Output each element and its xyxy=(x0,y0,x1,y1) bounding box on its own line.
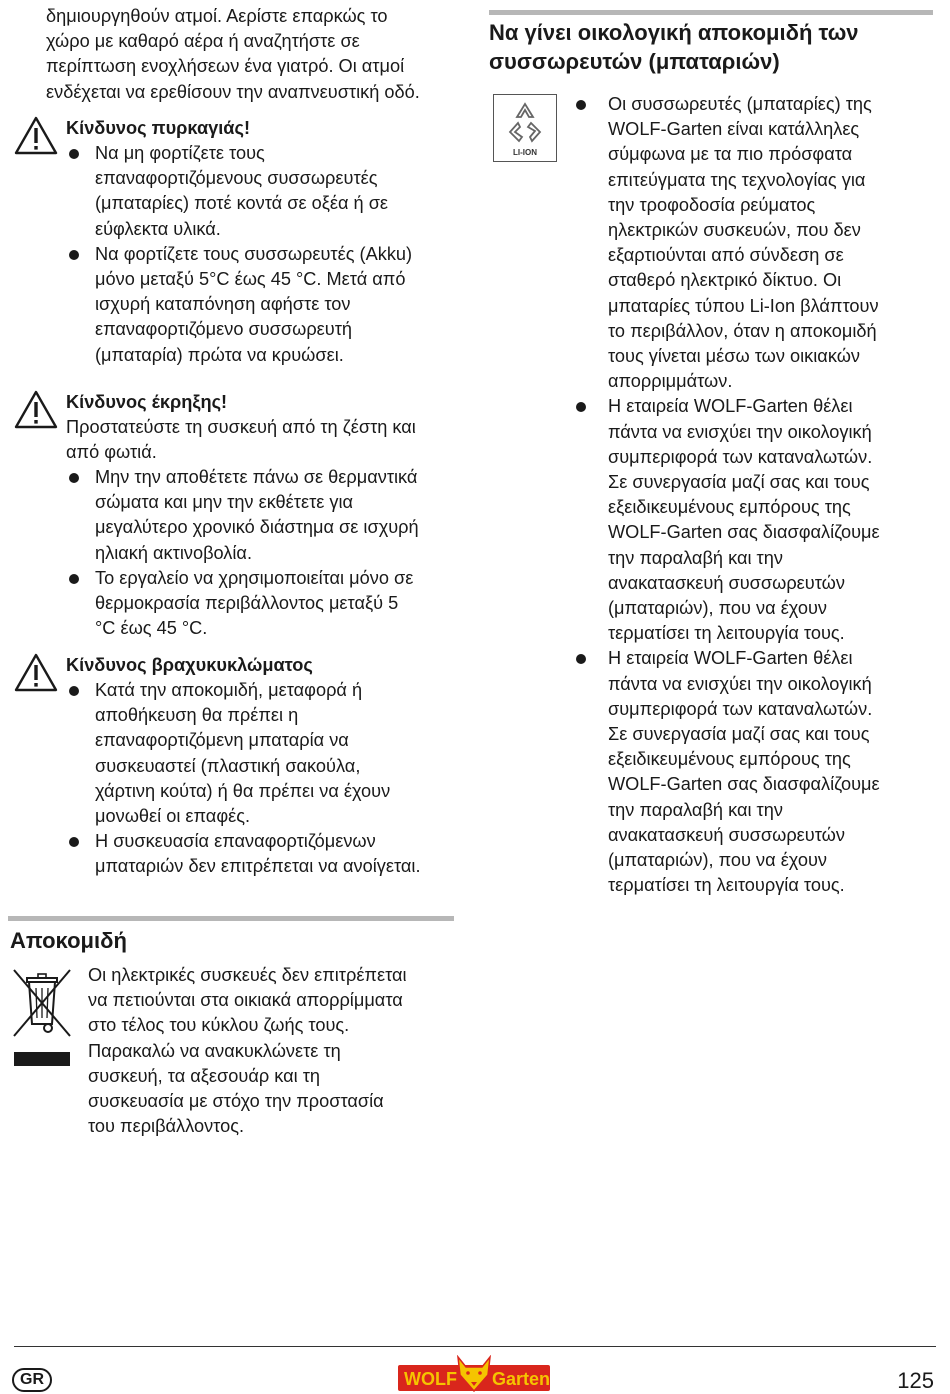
list-item-line: τερματίσει τη λειτουργία τους. xyxy=(608,875,845,896)
list-item-line: σταθερό ηλεκτρικό δίκτυο. Οι xyxy=(608,270,842,291)
disposal-heading: Αποκομιδή xyxy=(10,928,127,953)
heading-line: συσσωρευτών (μπαταριών) xyxy=(489,49,780,74)
list-item xyxy=(66,678,460,829)
list-item-line: εξαρτιούνται από σύνδεση σε xyxy=(608,245,844,266)
list-item-line: εξειδικευμένους εμπόρους της xyxy=(608,497,851,518)
list-item-line: ανακατασκευή συσσωρευτών xyxy=(608,824,845,845)
page-number: 125 xyxy=(897,1368,934,1393)
list-item-line: τους γίνεται μέσω των οικιακών xyxy=(608,346,860,367)
list-item-line: εύφλεκτα υλικά. xyxy=(95,218,221,239)
text-line: του περιβάλλοντος. xyxy=(88,1116,245,1137)
list-item-line: μπαταρίες τύπου Li-Ion βλάπτουν xyxy=(608,295,879,316)
intro-line: δημιουργηθούν ατμοί. Αερίστε επαρκώς το xyxy=(46,6,388,26)
list-item-line: το περιβάλλον, όταν η αποκομιδή xyxy=(608,320,877,341)
short-circuit-warning-list xyxy=(66,678,460,880)
text-line: συσκευή, τα αξεσουάρ και τη xyxy=(88,1065,321,1086)
list-item-line: ισχυρή καταπόνηση αφήστε τον xyxy=(95,294,351,315)
text-line: Παρακαλώ να ανακυκλώνετε τη xyxy=(88,1040,341,1061)
explosion-warning-text xyxy=(66,415,460,465)
list-item-line: σύμφωνα με τα πιο πρόσφατα xyxy=(608,144,853,165)
list-item-line: θερμοκρασία περιβάλλοντος μεταξύ 5 xyxy=(95,593,399,614)
list-item-line: μόνο μεταξύ 5°C έως 45 °C. Μετά από xyxy=(95,269,406,290)
intro-line: περίπτωση ενοχλήσεων ένα γιατρό. Οι ατμοί xyxy=(46,56,405,77)
intro-paragraph xyxy=(46,4,460,105)
list-item-line: χάρτινη κούτα) ή θα πρέπει να έχουν xyxy=(95,780,391,801)
list-item-line: τερματίσει τη λειτουργία τους. xyxy=(608,623,845,644)
list-item-line: Το εργαλείο να χρησιμοποιείται μόνο σε xyxy=(95,567,414,588)
list-item xyxy=(66,242,460,368)
battery-disposal-list xyxy=(573,92,935,899)
text-line: συσκευασία με στόχο την προστασία xyxy=(88,1091,384,1112)
warning-triangle-icon xyxy=(14,116,58,156)
fire-warning-heading: Κίνδυνος πυρκαγιάς! xyxy=(66,118,250,138)
list-item-line: την τροφοδοσία ρεύματος xyxy=(608,194,816,215)
list-item-line: μονωθεί οι επαφές. xyxy=(95,806,251,827)
recycle-icon xyxy=(502,99,548,145)
text-line: Προστατεύστε τη συσκευή από τη ζέστη και xyxy=(66,417,416,437)
list-item-line: επιτεύγματα της τεχνολογίας για xyxy=(608,169,866,190)
list-item-line: ηλεκτρικών συσκευών, που δεν xyxy=(608,220,861,241)
list-item-line: (μπαταρία) πρώτα να κρυώσει. xyxy=(95,344,344,365)
list-item-line: (μπαταριών), που να έχουν xyxy=(608,598,828,619)
list-item-line: WOLF-Garten είναι κατάλληλες xyxy=(608,119,860,140)
list-item-line: Μην την αποθέτετε πάνω σε θερμαντικά xyxy=(95,467,418,487)
list-item-line: Σε συνεργασία μαζί σας και τους xyxy=(608,724,870,745)
list-item-line: επαναφορτιζόμενους συσσωρευτές xyxy=(95,168,378,189)
list-item-line: επαναφορτιζόμενο συσσωρευτή xyxy=(95,319,353,340)
text-line: Οι ηλεκτρικές συσκευές δεν επιτρέπεται xyxy=(88,965,407,985)
list-item-line: Η συσκευασία επαναφορτιζόμενων xyxy=(95,831,376,852)
list-item xyxy=(573,646,935,898)
list-item-line: ανακατασκευή συσσωρευτών xyxy=(608,572,845,593)
list-item-line: πάντα να ενισχύει την οικολογική xyxy=(608,673,872,694)
list-item-line: απορριμμάτων. xyxy=(608,371,733,392)
list-item-line: (μπαταρίες) ποτέ κοντά σε οξέα ή σε xyxy=(95,193,389,214)
logo-text-right: Garten xyxy=(492,1369,551,1389)
list-item-line: (μπαταριών), που να έχουν xyxy=(608,850,828,871)
list-item-line: επαναφορτιζόμενη μπαταρία να xyxy=(95,730,349,751)
list-item-line: αποθήκευση θα πρέπει η xyxy=(95,705,299,726)
text-line: να πετιούνται στα οικιακά απορρίμματα xyxy=(88,990,403,1011)
crossed-out-bin-icon xyxy=(10,966,74,1068)
text-line: από φωτιά. xyxy=(66,442,157,463)
list-item-line: συμπεριφορά των καταναλωτών. xyxy=(608,446,873,467)
text-line: στο τέλος του κύκλου ζωής τους. xyxy=(88,1015,350,1036)
list-item xyxy=(66,465,460,566)
footer-rule xyxy=(14,1346,936,1347)
list-item xyxy=(573,394,935,646)
list-item-line: σώματα και μην την εκθέτετε για xyxy=(95,492,354,513)
list-item-line: Κατά την αποκομιδή, μεταφορά ή xyxy=(95,680,363,700)
short-circuit-warning-heading: Κίνδυνος βραχυκυκλώματος xyxy=(66,655,313,675)
list-item xyxy=(573,92,935,394)
list-item-line: Να φορτίζετε τους συσσωρευτές (Akku) xyxy=(95,243,413,264)
list-item-line: συσκευαστεί (πλαστική σακούλα, xyxy=(95,755,361,776)
li-ion-recycle-badge xyxy=(493,94,557,162)
disposal-paragraph xyxy=(88,963,460,1139)
battery-disposal-heading xyxy=(489,18,935,76)
list-item xyxy=(66,566,460,642)
list-item-line: εξειδικευμένους εμπόρους της xyxy=(608,749,851,770)
list-item xyxy=(66,829,460,879)
fire-warning-list xyxy=(66,141,460,368)
intro-line: ενδέχεται να ερεθίσουν την αναπνευστική οδό. xyxy=(46,81,420,102)
list-item-line: μεγαλύτερο χρονικό διάστημα σε ισχυρή xyxy=(95,517,419,538)
list-item-line: Να μη φορτίζετε τους xyxy=(95,143,265,163)
list-item-line: ηλιακή ακτινοβολία. xyxy=(95,542,253,563)
list-item xyxy=(66,141,460,242)
section-rule xyxy=(489,10,933,15)
list-item-line: την παραλαβή και την xyxy=(608,799,783,820)
wolf-garten-logo xyxy=(398,1355,550,1393)
warning-triangle-icon xyxy=(14,390,58,430)
list-item-line: Η εταιρεία WOLF-Garten θέλει xyxy=(608,648,853,669)
list-item-line: WOLF-Garten σας διασφαλίζουμε xyxy=(608,774,880,795)
list-item-line: Σε συνεργασία μαζί σας και τους xyxy=(608,472,870,493)
country-code-badge: GR xyxy=(12,1368,52,1392)
intro-line: χώρο με καθαρό αέρα ή αναζητήστε σε xyxy=(46,31,360,52)
list-item-line: Οι συσσωρευτές (μπαταρίες) της xyxy=(608,94,872,114)
list-item-line: μπαταριών δεν επιτρέπεται να ανοίγεται. xyxy=(95,856,421,877)
list-item-line: συμπεριφορά των καταναλωτών. xyxy=(608,698,873,719)
list-item-line: Η εταιρεία WOLF-Garten θέλει xyxy=(608,396,853,417)
list-item-line: °C έως 45 °C. xyxy=(95,618,208,639)
list-item-line: WOLF-Garten σας διασφαλίζουμε xyxy=(608,522,880,543)
fox-head-icon xyxy=(454,1355,494,1393)
section-rule xyxy=(8,916,454,921)
warning-triangle-icon xyxy=(14,653,58,693)
li-ion-label: LI-ION xyxy=(513,148,537,157)
logo-text-left: WOLF xyxy=(404,1369,457,1389)
list-item-line: πάντα να ενισχύει την οικολογική xyxy=(608,421,872,442)
list-item-line: την παραλαβή και την xyxy=(608,547,783,568)
explosion-warning-list xyxy=(66,465,460,641)
explosion-warning-heading: Κίνδυνος έκρηξης! xyxy=(66,392,228,412)
heading-line: Να γίνει οικολογική αποκομιδή των xyxy=(489,20,859,45)
